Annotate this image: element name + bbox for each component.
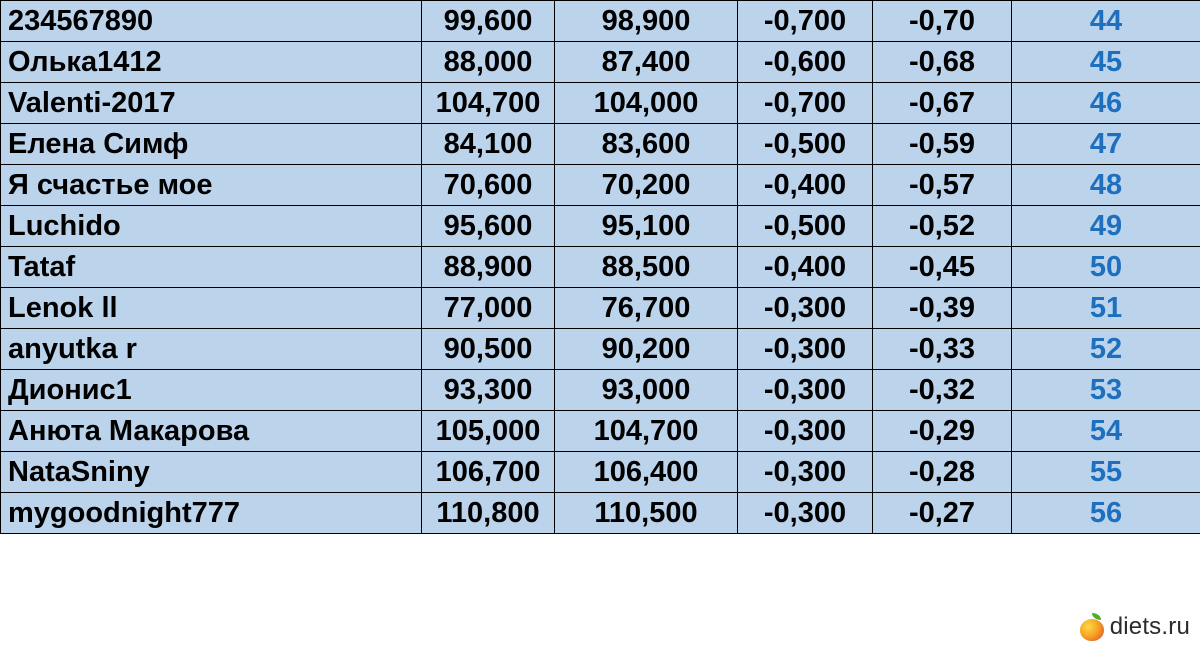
table-row bbox=[1, 1, 1200, 42]
name-cell: Анюта Макарова bbox=[1, 411, 422, 452]
rank-cell: 49 bbox=[1012, 206, 1200, 247]
weight-diff-cell: -0,500 bbox=[738, 124, 873, 165]
table-row bbox=[1, 83, 1200, 124]
start-weight-cell: 105,000 bbox=[422, 411, 555, 452]
rank-cell: 50 bbox=[1012, 247, 1200, 288]
weight-diff-cell: -0,700 bbox=[738, 83, 873, 124]
percent-cell: -0,70 bbox=[873, 1, 1012, 42]
weight-diff-cell: -0,300 bbox=[738, 452, 873, 493]
rank-cell: 56 bbox=[1012, 493, 1200, 534]
weight-diff-cell: -0,400 bbox=[738, 247, 873, 288]
weight-diff-cell: -0,300 bbox=[738, 329, 873, 370]
percent-cell: -0,33 bbox=[873, 329, 1012, 370]
start-weight-cell: 77,000 bbox=[422, 288, 555, 329]
current-weight-cell: 83,600 bbox=[555, 124, 738, 165]
table-row bbox=[1, 329, 1200, 370]
current-weight-cell: 98,900 bbox=[555, 1, 738, 42]
name-cell: Олька1412 bbox=[1, 42, 422, 83]
percent-cell: -0,67 bbox=[873, 83, 1012, 124]
table-row bbox=[1, 206, 1200, 247]
table-row bbox=[1, 493, 1200, 534]
start-weight-cell: 104,700 bbox=[422, 83, 555, 124]
percent-cell: -0,45 bbox=[873, 247, 1012, 288]
weight-diff-cell: -0,500 bbox=[738, 206, 873, 247]
start-weight-cell: 95,600 bbox=[422, 206, 555, 247]
start-weight-cell: 88,000 bbox=[422, 42, 555, 83]
percent-cell: -0,32 bbox=[873, 370, 1012, 411]
rank-cell: 54 bbox=[1012, 411, 1200, 452]
rank-cell: 45 bbox=[1012, 42, 1200, 83]
name-cell: Lenok ll bbox=[1, 288, 422, 329]
current-weight-cell: 95,100 bbox=[555, 206, 738, 247]
current-weight-cell: 106,400 bbox=[555, 452, 738, 493]
rank-cell: 52 bbox=[1012, 329, 1200, 370]
weight-diff-cell: -0,300 bbox=[738, 411, 873, 452]
start-weight-cell: 99,600 bbox=[422, 1, 555, 42]
table-row bbox=[1, 42, 1200, 83]
weight-diff-cell: -0,300 bbox=[738, 493, 873, 534]
name-cell: Елена Симф bbox=[1, 124, 422, 165]
percent-cell: -0,57 bbox=[873, 165, 1012, 206]
percent-cell: -0,29 bbox=[873, 411, 1012, 452]
name-cell: Дионис1 bbox=[1, 370, 422, 411]
percent-cell: -0,52 bbox=[873, 206, 1012, 247]
current-weight-cell: 76,700 bbox=[555, 288, 738, 329]
current-weight-cell: 104,000 bbox=[555, 83, 738, 124]
start-weight-cell: 93,300 bbox=[422, 370, 555, 411]
table-row bbox=[1, 165, 1200, 206]
current-weight-cell: 110,500 bbox=[555, 493, 738, 534]
start-weight-cell: 88,900 bbox=[422, 247, 555, 288]
watermark bbox=[1080, 613, 1190, 641]
name-cell: Luchido bbox=[1, 206, 422, 247]
start-weight-cell: 110,800 bbox=[422, 493, 555, 534]
rank-cell: 46 bbox=[1012, 83, 1200, 124]
current-weight-cell: 87,400 bbox=[555, 42, 738, 83]
table-row bbox=[1, 452, 1200, 493]
percent-cell: -0,27 bbox=[873, 493, 1012, 534]
rank-cell: 55 bbox=[1012, 452, 1200, 493]
percent-cell: -0,28 bbox=[873, 452, 1012, 493]
table-row bbox=[1, 124, 1200, 165]
rank-cell: 44 bbox=[1012, 1, 1200, 42]
table-row bbox=[1, 288, 1200, 329]
weight-diff-cell: -0,300 bbox=[738, 288, 873, 329]
current-weight-cell: 88,500 bbox=[555, 247, 738, 288]
name-cell: mygoodnight777 bbox=[1, 493, 422, 534]
watermark-text: diets.ru bbox=[1109, 613, 1190, 640]
name-cell: NataSniny bbox=[1, 452, 422, 493]
name-cell: Valenti-2017 bbox=[1, 83, 422, 124]
start-weight-cell: 70,600 bbox=[422, 165, 555, 206]
weight-diff-cell: -0,300 bbox=[738, 370, 873, 411]
rank-cell: 48 bbox=[1012, 165, 1200, 206]
table-row bbox=[1, 247, 1200, 288]
rank-cell: 53 bbox=[1012, 370, 1200, 411]
rank-cell: 51 bbox=[1012, 288, 1200, 329]
current-weight-cell: 90,200 bbox=[555, 329, 738, 370]
current-weight-cell: 70,200 bbox=[555, 165, 738, 206]
start-weight-cell: 106,700 bbox=[422, 452, 555, 493]
table-row bbox=[1, 411, 1200, 452]
start-weight-cell: 84,100 bbox=[422, 124, 555, 165]
name-cell: Tataf bbox=[1, 247, 422, 288]
weight-diff-cell: -0,400 bbox=[738, 165, 873, 206]
weight-diff-cell: -0,600 bbox=[738, 42, 873, 83]
name-cell: anyutka r bbox=[1, 329, 422, 370]
percent-cell: -0,39 bbox=[873, 288, 1012, 329]
apple-logo-icon bbox=[1080, 613, 1104, 641]
current-weight-cell: 104,700 bbox=[555, 411, 738, 452]
start-weight-cell: 90,500 bbox=[422, 329, 555, 370]
weight-diff-cell: -0,700 bbox=[738, 1, 873, 42]
name-cell: Я счастье мое bbox=[1, 165, 422, 206]
name-cell: 234567890 bbox=[1, 1, 422, 42]
current-weight-cell: 93,000 bbox=[555, 370, 738, 411]
percent-cell: -0,59 bbox=[873, 124, 1012, 165]
results-table-body bbox=[1, 1, 1200, 534]
percent-cell: -0,68 bbox=[873, 42, 1012, 83]
table-row bbox=[1, 370, 1200, 411]
rank-cell: 47 bbox=[1012, 124, 1200, 165]
